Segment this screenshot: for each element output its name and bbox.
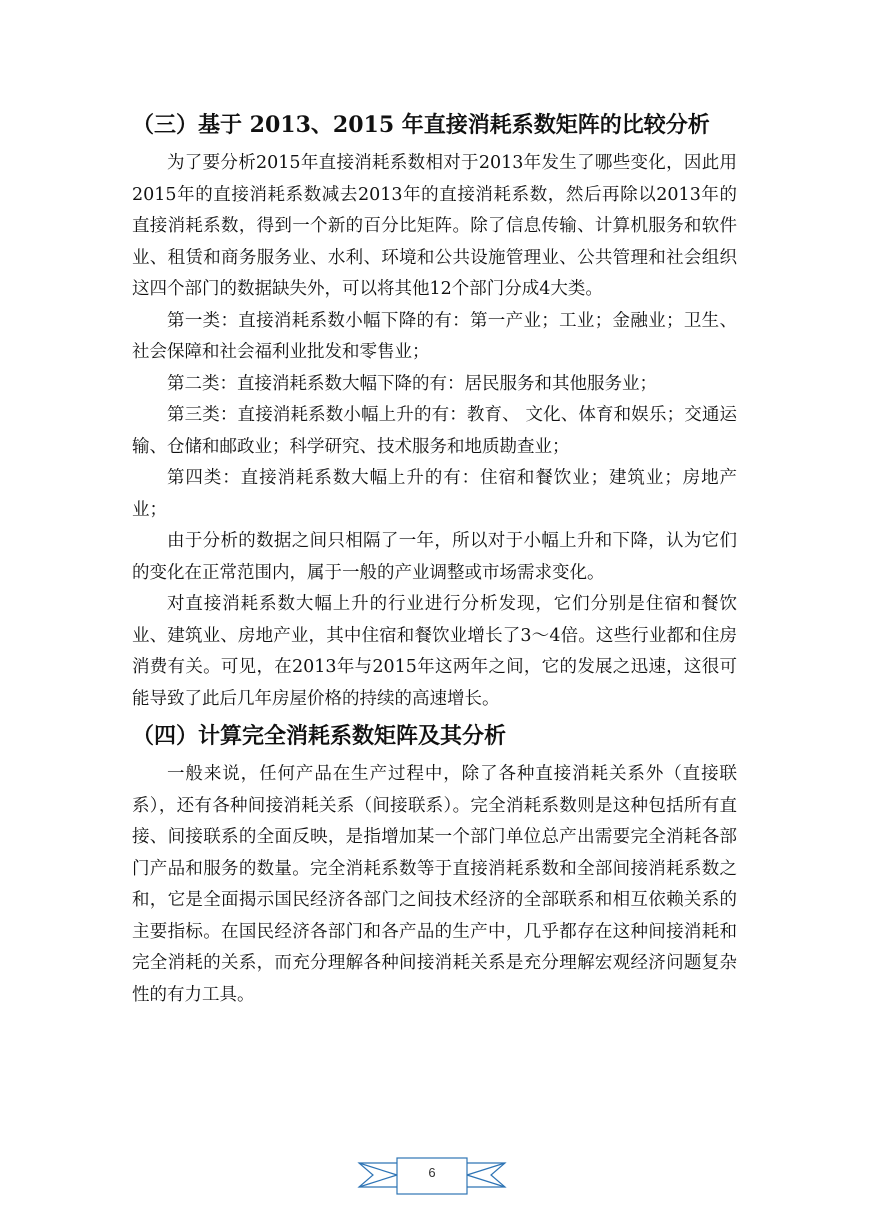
paragraph: 第二类：直接消耗系数大幅下降的有：居民服务和其他服务业； [167,373,657,394]
document-body [132,110,737,1011]
paragraph: 对直接消耗系数大幅上升的行业进行分析发现，它们分别是住宿和餐饮业、建筑业、房地产业，其中住宿和餐饮业增长了3～4倍。这些行业都和住房消费有关。可见，在2013年与2015年这两年之间，它的发展之迅速，这很可能导致了此后几年房屋价格的持续的高速增长。 [132,594,737,709]
paragraph: 一般来说，任何产品在生产过程中，除了各种直接消耗关系外（直接联系），还有各种间接消耗关系（间接联系）。完全消耗系数则是这种包括所有直接、间接联系的全面反映，是指增加某一个部门单位总产出需要完全消耗各部门产品和服务的数量。完全消耗系数等于直接消耗系数和全部间接消耗系数之和，它是全面揭示国民经济各部门之间技术经济的全部联系和相互依赖关系的主要指标。在国民经济各部门和各产品的生产中，几乎都存在这种间接消耗和完全消耗的关系，而充分理解各种间接消耗关系是充分理解宏观经济问题复杂性的有力工具。 [132,764,737,1005]
section-heading-comparison: （三）基于 2013、2015 年直接消耗系数矩阵的比较分析 [132,112,710,138]
paragraph: 第三类：直接消耗系数小幅上升的有：教育、 文化、体育和娱乐；交通运输、仓储和邮政业；科学研究、技术服务和地质勘查业； [132,405,737,457]
paragraph: 第四类：直接消耗系数大幅上升的有：住宿和餐饮业；建筑业；房地产业； [132,468,737,520]
page-footer [357,1155,507,1199]
section-heading-total-consumption: （四）计算完全消耗系数矩阵及其分析 [132,723,507,749]
paragraph: 第一类：直接消耗系数小幅下降的有：第一产业；工业；金融业；卫生、社会保障和社会福利业批发和零售业； [132,310,737,362]
paragraph: 为了要分析2015年直接消耗系数相对于2013年发生了哪些变化，因此用2015年的直接消耗系数减去2013年的直接消耗系数，然后再除以2013年的直接消耗系数，得到一个新的百分比矩阵。除了信息传输、计算机服务和软件业、租赁和商务服务业、水利、环境和公共设施管理业、公共管理和社会组织这四个部门的数据缺失外，可以将其他12个部门分成4大类。 [132,153,737,299]
paragraph: 由于分析的数据之间只相隔了一年，所以对于小幅上升和下降，认为它们的变化在正常范围内，属于一般的产业调整或市场需求变化。 [132,531,737,583]
page-number: 6 [428,1165,436,1180]
